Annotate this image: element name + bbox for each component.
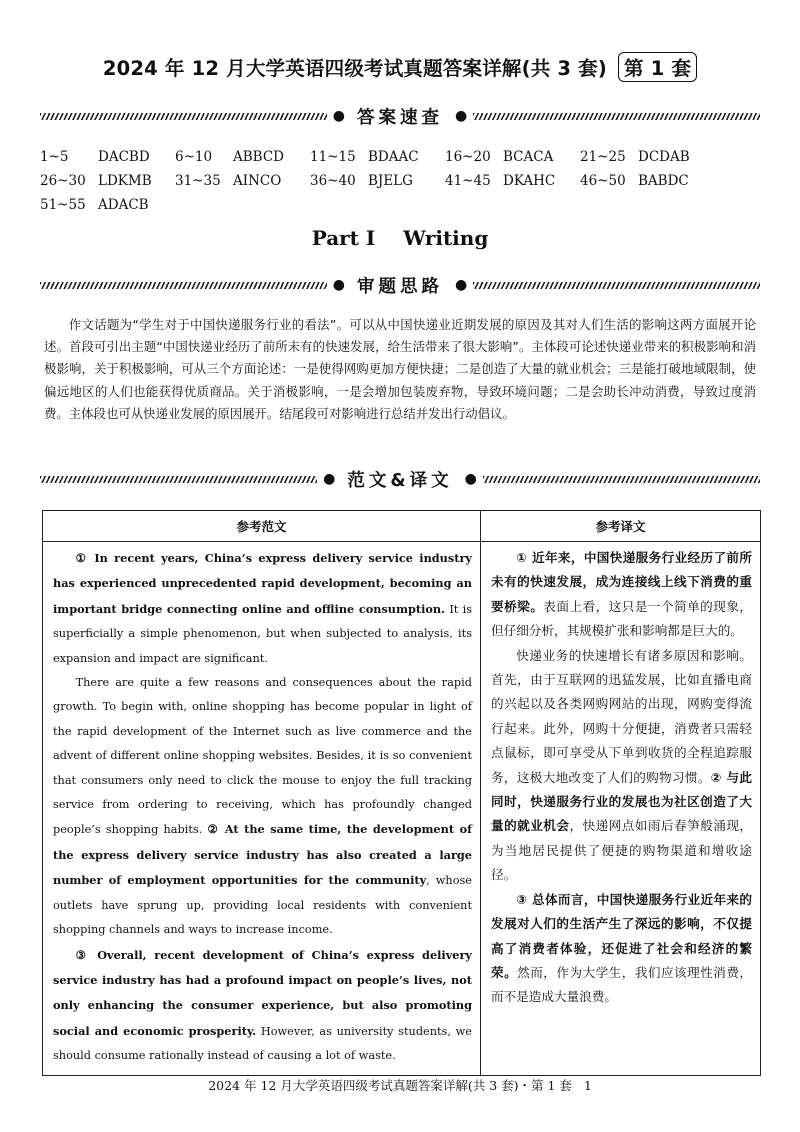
hatch-rule-left — [40, 282, 327, 289]
essay-translation-table — [42, 510, 761, 1076]
table-header-row — [43, 511, 761, 542]
essay-paragraph: There are quite a few reasons and consequences about the rapid growth. To begin with, online shopping has become popular in light of the rapid development of the Internet such as live commerce and the advent of different online shopping websites. Besides, it is so convenient that consumers only need to click the mouse to enjoy the full tracking service from ordering to receiving, which has profoundly changed people’s shopping habits. ② At the same time, the development of the express delivery service industry has also created a large number of employment opportunities for the community, whose outlets have sprung up, providing local residents with convenient shopping channels and ways to increase income. — [53, 676, 472, 937]
analysis-paragraph: 作文话题为“学生对于中国快递服务行业的看法”。可以从中国快递业近期发展的原因及其对人们生活的影响这两方面展开论述。首段可引出主题“中国快递业经历了前所未有的快速发展，给生活带来了很大影响”。主体段可论述快递业带来的积极影响和消极影响，关于积极影响，可从三个方面论述：一是使得网购更加方便快捷；二是创造了大量的就业机会；三是能打破地域限制，使偏远地区的人们也能获得优质商品。关于消极影响，一是会增加包装废弃物，导致环境问题；二是会助长冲动消费，导致过度消费。主体段也可从快递业发展的原因展开。结尾段可对影响进行总结并发出行动倡议。 — [44, 317, 756, 421]
essay-paragraph: ① In recent years, China’s express delivery service industry has experienced unprecedented rapid development, becoming an important bridge connecting online and offline consumption. It is superficially a simple phenomenon, but when subjected to analysis, its expansion and impact are significant. — [53, 551, 472, 665]
bullet-dot-icon: ● — [323, 471, 336, 487]
set-label-badge: 第 1 套 — [618, 52, 697, 82]
footer-text: 2024 年 12 月大学英语四级考试真题答案详解(共 3 套)・第 1 套 — [208, 1078, 572, 1093]
section-header-essay — [40, 467, 760, 491]
answer-item: 41~45 DKAHC — [445, 173, 556, 189]
answer-item: 46~50 BABDC — [580, 173, 689, 189]
bullet-dot-icon: ● — [332, 277, 345, 293]
translation-cell — [481, 542, 761, 1076]
translation-paragraph: ① 近年来，中国快递服务行业经历了前所未有的快速发展，成为连接线上线下消费的重要桥梁。表面上看，这只是一个简单的现象，但仔细分析，其规模扩张和影响都是巨大的。 — [491, 550, 753, 639]
title-text: 2024 年 12 月大学英语四级考试真题答案详解(共 3 套) — [102, 57, 607, 80]
answer-row — [40, 169, 760, 193]
header-sample-essay: 参考范文 — [43, 511, 481, 542]
bullet-dot-icon: ● — [332, 108, 345, 124]
answer-key-grid — [40, 145, 760, 217]
table-body-row — [43, 542, 761, 1076]
answer-item: 26~30 LDKMB — [40, 173, 152, 189]
bullet-dot-icon: ● — [455, 108, 468, 124]
sample-essay-cell — [43, 542, 481, 1076]
section-title-answers: 答案速查 — [357, 107, 443, 128]
translation-paragraph: 快递业务的快速增长有诸多原因和影响。首先，由于互联网的迅猛发展，比如直播电商的兴起以及各类网购网站的出现，网购变得流行起来。此外，网购十分便捷，消费者只需轻点鼠标，即可享受从下单到收货的全程追踪服务，这极大地改变了人们的购物习惯。② 与此同时，快递服务行业的发展也为社区创造了大量的就业机会，快递网点如雨后春笋般涌现，为当地居民提供了便捷的购物渠道和增收途径。 — [491, 647, 753, 883]
answer-item: 16~20 BCACA — [445, 149, 554, 165]
hatch-rule-right — [473, 113, 760, 120]
answer-item: 1~5 DACBD — [40, 149, 150, 165]
answer-item: 31~35 AINCO — [175, 173, 282, 189]
bullet-dot-icon: ● — [455, 277, 468, 293]
answer-row — [40, 145, 760, 169]
section-title-analysis: 审题思路 — [357, 276, 443, 297]
header-translation: 参考译文 — [481, 511, 761, 542]
translation-paragraph: ③ 总体而言，中国快递服务行业近年来的发展对人们的生活产生了深远的影响，不仅提高了消费者体验，还促进了社会和经济的繁荣。然而，作为大学生，我们应该理性消费，而不是造成大量浪费。 — [491, 891, 753, 1005]
section-header-analysis — [40, 273, 760, 297]
hatch-rule-right — [483, 476, 760, 483]
answer-item: 21~25 DCDAB — [580, 149, 690, 165]
part-name: Writing — [403, 226, 489, 250]
document-title — [0, 52, 800, 82]
page-number: 1 — [583, 1078, 592, 1093]
part-number: Part Ⅰ — [311, 226, 376, 250]
section-header-answers — [40, 104, 760, 128]
part-heading — [0, 226, 800, 250]
page-footer — [0, 1076, 800, 1094]
section-title-essay: 范文&译文 — [347, 470, 453, 491]
bullet-dot-icon: ● — [464, 471, 477, 487]
answer-item: 6~10 ABBCD — [175, 149, 284, 165]
hatch-rule-right — [473, 282, 760, 289]
answer-item: 36~40 BJELG — [310, 173, 413, 189]
answer-item: 51~55 ADACB — [40, 197, 149, 213]
hatch-rule-left — [40, 113, 327, 120]
hatch-rule-left — [40, 476, 317, 483]
answer-row — [40, 193, 760, 217]
essay-paragraph: ③ Overall, recent development of China’s express delivery service industry has had a profound impact on people’s lives, not only enhancing the consumer experience, but also promoting social and economic prosperity. However, as university students, we should consume rationally instead of causing a lot of waste. — [53, 947, 472, 1063]
answer-item: 11~15 BDAAC — [310, 149, 419, 165]
